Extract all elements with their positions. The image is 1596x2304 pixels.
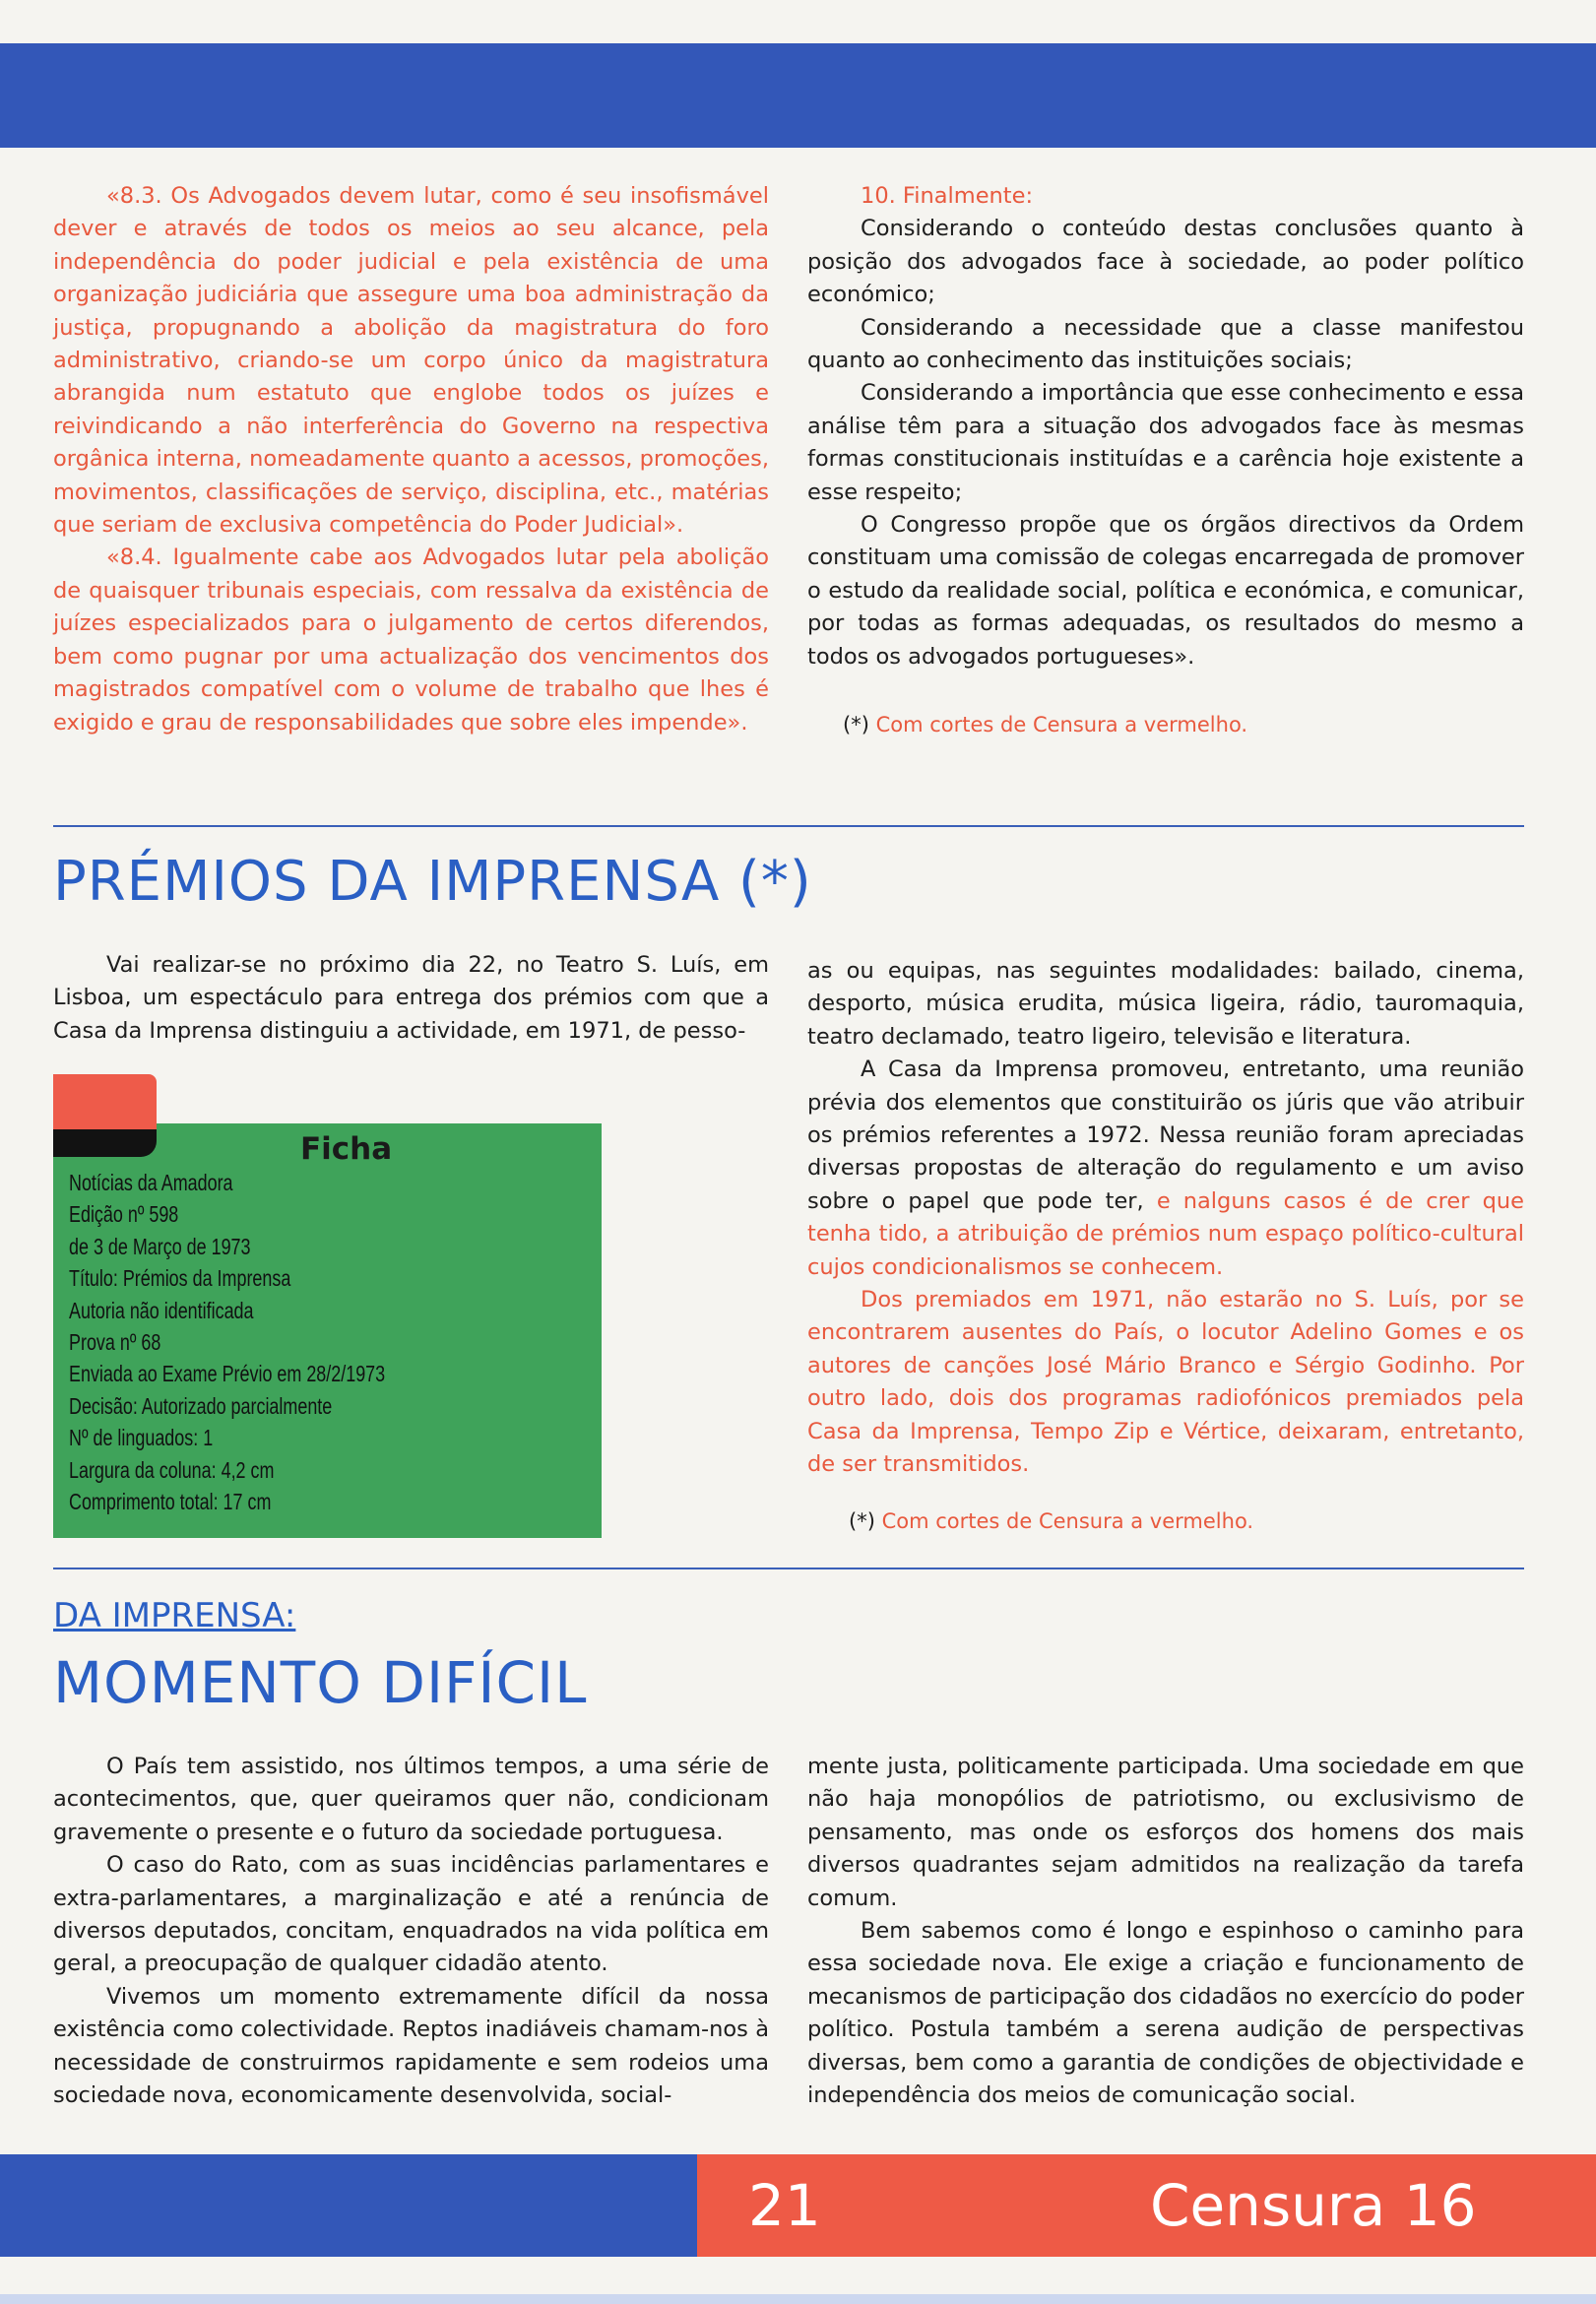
momento-paragraph: O País tem assistido, nos últimos tempos, a uma série de acontecimentos, que, quer queiramos quer não, condicionam gravemente o presente e o futuro da sociedade portuguesa. — [53, 1754, 769, 1845]
section-divider-2 — [53, 1568, 1524, 1569]
ficha-black-tab — [53, 1129, 157, 1157]
premios-reuniao-text: A Casa da Imprensa promoveu, entretanto, uma reunião prévia dos elementos que constituirão os júris que vão atribuir os prémios referentes a 1972. Nessa reunião foram apreciadas diversas propostas de alteração do regulamento e um aviso sobre o papel que pode ter, — [807, 1056, 1524, 1214]
ficha-line: Decisão: Autorizado parcialmente — [69, 1392, 333, 1419]
momento-title: MOMENTO DIFÍCIL — [53, 1649, 588, 1716]
footer-blue-band — [0, 2154, 697, 2257]
ficha-line: Enviada ao Exame Prévio em 28/2/1973 — [69, 1361, 386, 1387]
premios-reuniao-paragraph — [807, 1054, 1524, 1284]
article-top-left-column — [53, 180, 769, 739]
paragraph-congresso: O Congresso propõe que os órgãos directivos da Ordem constituam uma comissão de colegas encarregada de promover o estudo da realidade social, política e económica, e comunicar, por todas as formas adequadas, os resultados do mesmo a todos os advogados portugueses». — [807, 512, 1524, 670]
ficha-line: de 3 de Março de 1973 — [69, 1233, 251, 1259]
momento-left-column — [53, 1751, 769, 2112]
ficha-line: Largura da coluna: 4,2 cm — [69, 1456, 275, 1483]
censorship-note-top — [843, 710, 1247, 739]
kicker-da-imprensa: DA IMPRENSA: — [53, 1596, 296, 1635]
ficha-title: Ficha — [300, 1131, 393, 1167]
magazine-title: Censura 16 — [1150, 2172, 1477, 2239]
premios-reuniao-censored: e nalguns casos é de crer que tenha tido, a atribuição de prémios num espaço político-cultural cujos condicionalismos se conhecem. — [807, 1187, 1525, 1280]
premios-premiados-paragraph: Dos premiados em 1971, não estarão no S. Luís, por se encontrarem ausentes do País, o locutor Adelino Gomes e os autores de canções José Mário Branco e Sérgio Godinho. Por outro lado, dois dos programas radiofónicos premiados pela Casa da Imprensa, Tempo Zip e Vértice, deixaram, entretanto, de ser transmitidos. — [807, 1287, 1524, 1478]
premios-intro-paragraph: Vai realizar-se no próximo dia 22, no Teatro S. Luís, em Lisboa, um espectáculo para entrega dos prémios com que a Casa da Imprensa distinguiu a actividade, em 1971, de pesso- — [53, 952, 769, 1044]
paragraph-considerando-2: Considerando a necessidade que a classe manifestou quanto ao conhecimento das instituições sociais; — [807, 314, 1524, 374]
ficha-line: Edição nº 598 — [69, 1201, 179, 1228]
premios-left-column — [53, 949, 769, 1048]
ficha-line: Comprimento total: 17 cm — [69, 1489, 272, 1515]
ficha-line: Título: Prémios da Imprensa — [69, 1265, 291, 1292]
momento-paragraph: mente justa, politicamente participada. Uma sociedade em que não haja monopólios de patriotismo, ou exclusivismo de pensamento, mas onde os esforços dos homens dos mais diversos quadrantes sejam admitidos na realização da tarefa comum. — [807, 1754, 1524, 1911]
premios-title: PRÉMIOS DA IMPRENSA (*) — [53, 850, 812, 914]
top-blue-band — [0, 43, 1596, 148]
paragraph-10-heading: 10. Finalmente: — [861, 183, 1034, 209]
momento-paragraph: O caso do Rato, com as suas incidências parlamentares e extra-parlamentares, a marginalização e até a renúncia de diversos deputados, concitam, enquadrados na vida política em geral, a preocupação de qualquer cidadão atento. — [53, 1852, 769, 1977]
ficha-details-list — [69, 1167, 476, 1517]
ficha-line: Prova nº 68 — [69, 1329, 161, 1356]
ficha-line: Notícias da Amadora — [69, 1170, 233, 1195]
section-divider-1 — [53, 825, 1524, 827]
momento-right-column — [807, 1751, 1524, 2112]
paragraph-considerando-3: Considerando a importância que esse conhecimento e essa análise têm para a situação dos advogados face às mesmas formas constitucionais instituídas e a carência hoje existente a esse respeito; — [807, 380, 1524, 505]
note-mark: (*) — [843, 713, 869, 736]
momento-paragraph: Vivemos um momento extremamente difícil da nossa existência como colectividade. Reptos inadiáveis chamam-nos à necessidade de construirmos rapidamente e sem rodeios uma sociedade nova, economicamente desenvolvida, social- — [53, 1983, 769, 2109]
note-mark: (*) — [849, 1509, 875, 1533]
ficha-red-tab — [53, 1074, 157, 1129]
note-text: Com cortes de Censura a vermelho. — [875, 713, 1248, 736]
censorship-note-premios — [849, 1506, 1253, 1536]
paragraph-8-4: «8.4. Igualmente cabe aos Advogados lutar pela abolição de quaisquer tribunais especiais, com ressalva da existência de juízes especializados para o julgamento de certos diferendos, bem como pugnar por uma actualização dos vencimentos dos magistrados compatível com o volume de trabalho que lhes é exigido e grau de responsabilidades que sobre eles impende». — [53, 544, 769, 736]
premios-right-column — [807, 955, 1524, 1482]
paragraph-considerando-1: Considerando o conteúdo destas conclusões quanto à posição dos advogados face à sociedade, ao poder político económico; — [807, 216, 1524, 308]
note-text: Com cortes de Censura a vermelho. — [881, 1509, 1254, 1533]
article-top-right-column — [807, 180, 1524, 673]
momento-paragraph: Bem sabemos como é longo e espinhoso o caminho para essa sociedade nova. Ele exige a criação e funcionamento de mecanismos de participação dos cidadãos no exercício do poder político. Postula também a serena audição de perspectivas diversas, bem como a garantia de condições de objectividade e independência dos meios de comunicação social. — [807, 1918, 1524, 2109]
bottom-edge-strip — [0, 2294, 1596, 2304]
premios-modalidades-paragraph: as ou equipas, nas seguintes modalidades: bailado, cinema, desporto, música erudita, música ligeira, rádio, tauromaquia, teatro declamado, teatro ligeiro, televisão e literatura. — [807, 958, 1524, 1050]
page-number: 21 — [748, 2172, 821, 2239]
ficha-line: Nº de linguados: 1 — [69, 1425, 214, 1451]
paragraph-8-3: «8.3. Os Advogados devem lutar, como é seu insofismável dever e através de todos os meios ao seu alcance, pela independência do poder judicial e pela existência de uma organização judiciária que assegure uma boa administração da justiça, propugnando a abolição da magistratura do foro administrativo, criando-se um corpo único da magistratura abrangida num estatuto que englobe todos os juízes e reivindicando a não interferência do Governo na respectiva orgânica interna, nomeadamente quanto a acessos, promoções, movimentos, classificações de serviço, disciplina, etc., matérias que seriam de exclusiva competência do Poder Judicial». — [53, 183, 769, 539]
ficha-line: Autoria não identificada — [69, 1297, 254, 1323]
